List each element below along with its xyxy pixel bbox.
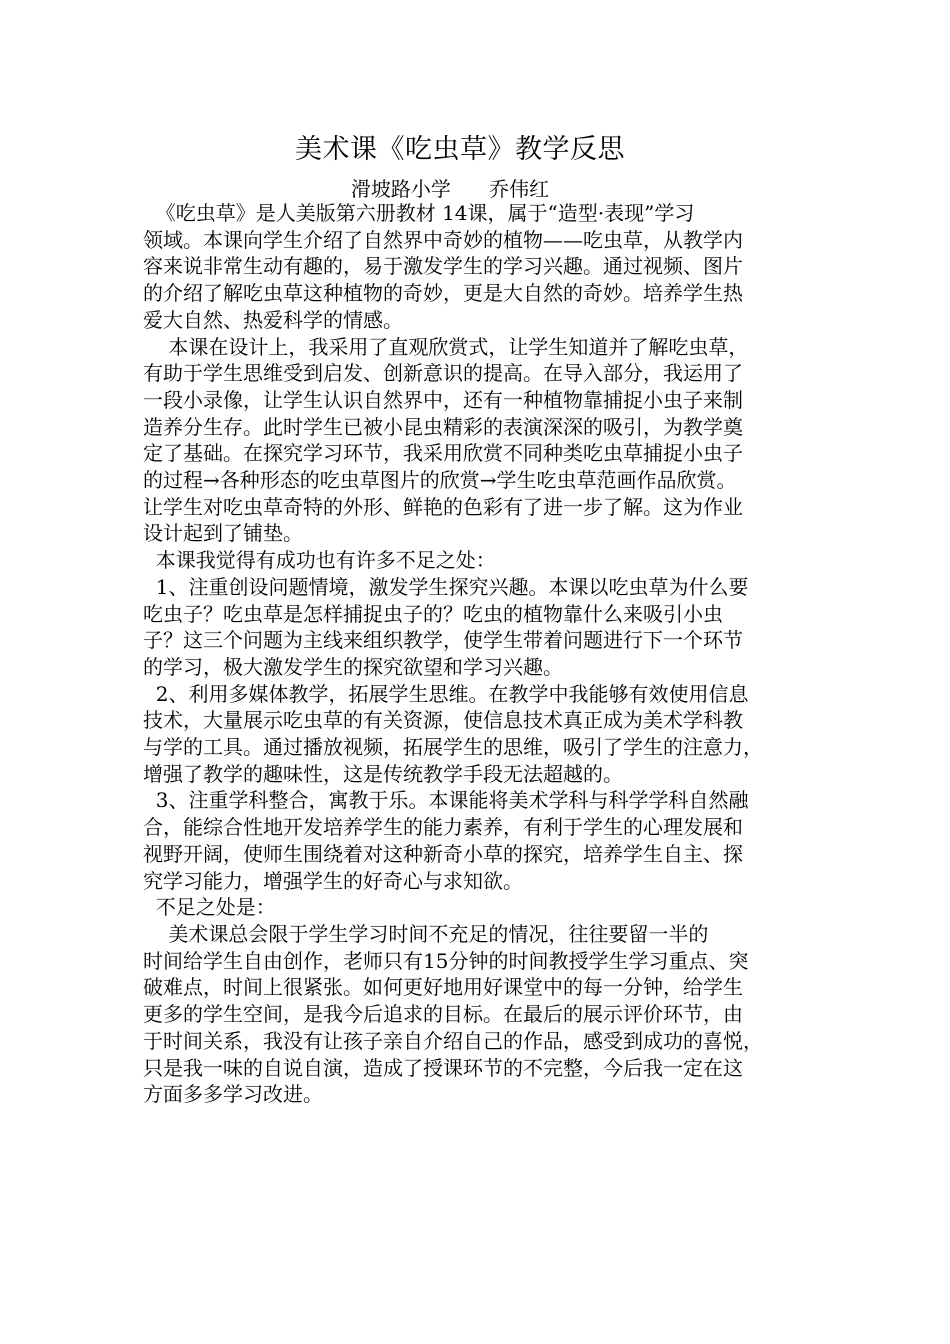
text-line: 只是我一味的自说自演，造成了授课环节的不完整，今后我一定在这 [143,1055,743,1080]
text-line: 合，能综合性地开发培养学生的能力素养，有利于学生的心理发展和 [143,815,743,840]
text-line: 更多的学生空间，是我今后追求的目标。在最后的展示评价环节，由 [143,1002,743,1027]
text-line: 领域。本课向学生介绍了自然界中奇妙的植物——吃虫草，从教学内 [143,227,743,252]
text-line: 子？这三个问题为主线来组织教学，使学生带着问题进行下一个环节 [143,628,743,653]
text-line: 有助于学生思维受到启发、创新意识的提高。在导入部分，我运用了 [143,361,743,386]
text-line: 不足之处是： [143,895,276,920]
author-byline: 滑坡路小学 乔伟红 [350,177,550,201]
text-line: 设计起到了铺垫。 [143,521,303,546]
text-line: 爱大自然、热爱科学的情感。 [143,307,403,332]
text-line: 与学的工具。通过播放视频，拓展学生的思维，吸引了学生的注意力， [143,735,763,760]
text-line: 造养分生存。此时学生已被小昆虫精彩的表演深深的吸引，为教学奠 [143,414,743,439]
text-line: 究学习能力，增强学生的好奇心与求知欲。 [143,868,523,893]
text-line: 时间给学生自由创作，老师只有15分钟的时间教授学生学习重点、突 [143,948,749,973]
text-line: 破难点，时间上很紧张。如何更好地用好课堂中的每一分钟，给学生 [143,975,743,1000]
text-line: 定了基础。在探究学习环节，我采用欣赏不同种类吃虫草捕捉小虫子 [143,441,743,466]
document-body [143,200,818,1108]
text-line: 容来说非常生动有趣的，易于激发学生的学习兴趣。通过视频、图片 [143,254,743,279]
text-line: 技术，大量展示吃虫草的有关资源，使信息技术真正成为美术学科教 [143,708,743,733]
text-line: 的介绍了解吃虫草这种植物的奇妙，更是大自然的奇妙。培养学生热 [143,281,743,306]
document-title: 美术课《吃虫草》教学反思 [295,134,625,165]
text-line: 1、注重创设问题情境，激发学生探究兴趣。本课以吃虫草为什么要 [143,574,749,599]
text-line: 一段小录像，让学生认识自然界中，还有一种植物靠捕捉小虫子来制 [143,387,743,412]
text-line: 2、利用多媒体教学，拓展学生思维。在教学中我能够有效使用信息 [143,681,749,706]
text-line: 《吃虫草》是人美版第六册教材 14课，属于“造型·表现”学习 [143,201,695,225]
text-line: 吃虫子？吃虫草是怎样捕捉虫子的？吃虫的植物靠什么来吸引小虫 [143,601,723,626]
text-line: 的学习，极大激发学生的探究欲望和学习兴趣。 [143,654,563,679]
text-line: 本课在设计上，我采用了直观欣赏式，让学生知道并了解吃虫草， [143,334,749,359]
text-line: 让学生对吃虫草奇特的外形、鲜艳的色彩有了进一步了解。这为作业 [143,494,743,519]
text-line: 方面多多学习改进。 [143,1082,323,1107]
text-line: 3、注重学科整合，寓教于乐。本课能将美术学科与科学学科自然融 [143,788,749,813]
text-line: 本课我觉得有成功也有许多不足之处： [143,548,496,573]
text-line: 视野开阔，使师生围绕着对这种新奇小草的探究，培养学生自主、探 [143,841,743,866]
text-line: 于时间关系，我没有让孩子亲自介绍自己的作品，感受到成功的喜悦， [143,1028,763,1053]
text-line: 增强了教学的趣味性，这是传统教学手段无法超越的。 [143,761,623,786]
text-line: 美术课总会限于学生学习时间不充足的情况，往往要留一半的 [143,921,709,946]
text-line: 的过程→各种形态的吃虫草图片的欣赏→学生吃虫草范画作品欣赏。 [143,468,737,493]
